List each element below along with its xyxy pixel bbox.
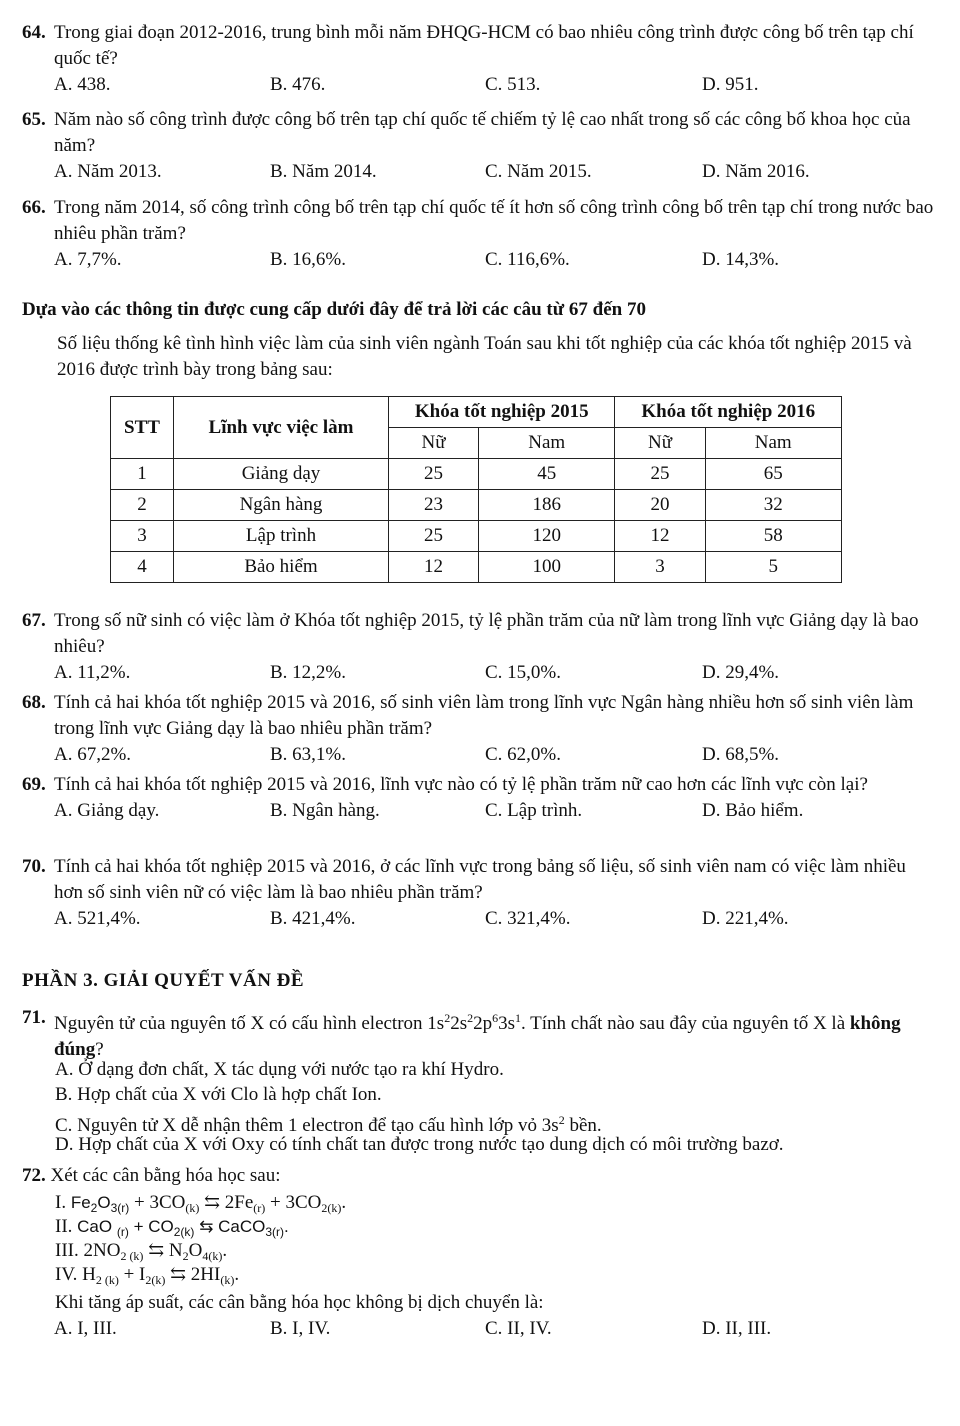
option-d[interactable]: D. 951. [702,74,759,95]
cell-male-2016: 58 [705,521,842,552]
cell-female-2015: 23 [389,490,479,521]
equation-label: II. [55,1216,73,1237]
question-71 [22,1005,937,1063]
question-number: 66. [22,197,46,218]
cell-male-2016: 65 [705,459,842,490]
cell-stt: 4 [111,552,174,583]
option-b[interactable]: B. Năm 2014. [270,161,377,182]
orbital: 2s [450,1013,468,1034]
cell-male-2015: 45 [479,459,615,490]
cell-female-2016: 3 [615,552,705,583]
equation-4: IV. $H_{2 (k)} + I_{2(k)}$ ⇆ $2HI_{(k)}$. [55,1264,240,1287]
option-d[interactable]: D. 14,3%. [702,249,780,270]
equation-3: III. $2NO_{2 (k)}$ ⇆ $N_2O_{4(k)}$. [55,1240,228,1263]
header-female-2015: Nữ [389,428,479,459]
option-d[interactable]: D. Hợp chất của X với Oxy có tính chất tan được trong nước tạo dung dịch có môi trường bazơ. [55,1134,784,1155]
header-2016: Khóa tốt nghiệp 2016 [615,397,842,428]
option-a[interactable]: A. I, III. [54,1318,117,1339]
equation-1: I. $Fe_2O_{3(r)} + 3CO_{(k)}$ ⇆ $2Fe_{(r)} + 3CO_{2(k)}$. [55,1192,347,1215]
equation-label: III. [55,1240,79,1261]
question-65 [22,107,937,185]
header-2015: Khóa tốt nghiệp 2015 [389,397,615,428]
table-row [111,521,842,552]
exponent: 2 [444,1011,451,1025]
question-number: 72. [22,1165,46,1186]
question-text-a: Nguyên tử của nguyên tố X có cấu hình electron 1s [54,1013,445,1034]
equation-label: I. [55,1192,67,1213]
question-text-c: ? [95,1039,104,1060]
exponent: 1 [515,1011,521,1025]
cell-female-2015: 12 [389,552,479,583]
option-d[interactable]: D. Năm 2016. [702,161,810,182]
option-a[interactable]: A. Năm 2013. [54,161,162,182]
option-c-text: C. Nguyên tử X dễ nhận thêm 1 electron để tạo cấu hình lớp vỏ 3s [55,1115,559,1136]
question-text: Tính cả hai khóa tốt nghiệp 2015 và 2016, số sinh viên làm trong lĩnh vực Ngân hàng nhiều hơn số sinh viên làm trong lĩnh vực Giảng dạy là bao nhiêu phần trăm? [54,692,914,739]
option-b[interactable]: B. Hợp chất của X với Clo là hợp chất Ion. [55,1084,382,1105]
option-b[interactable]: B. 421,4%. [270,908,356,929]
exponent: 2 [467,1011,474,1025]
option-d[interactable]: D. 29,4%. [702,662,780,683]
cell-female-2016: 20 [615,490,705,521]
option-c[interactable]: C. II, IV. [485,1318,552,1339]
orbital: 3s [498,1013,515,1034]
option-a[interactable]: A. Ở dạng đơn chất, X tác dụng với nước tạo ra khí Hydro. [55,1059,504,1080]
cell-stt: 3 [111,521,174,552]
option-d[interactable]: D. 68,5%. [702,744,780,765]
header-male-2015: Nam [479,428,615,459]
option-a[interactable]: A. 67,2%. [54,744,132,765]
question-number: 64. [22,22,46,43]
question-text: Trong năm 2014, số công trình công bố trên tạp chí quốc tế ít hơn số công trình công bố trên tạp chí trong nước bao nhiêu phần trăm? [54,197,934,244]
options [22,742,937,768]
option-d[interactable]: D. 221,4%. [702,908,789,929]
question-68 [22,690,937,768]
option-c[interactable]: C. 513. [485,74,541,95]
question-67 [22,608,937,686]
option-c[interactable]: C. Lập trình. [485,800,583,821]
cell-female-2015: 25 [389,521,479,552]
options [22,72,937,98]
question-70 [22,854,937,932]
cell-male-2016: 5 [705,552,842,583]
question-72 [22,1163,281,1189]
question-number: 69. [22,774,46,795]
orbital: 2p [473,1013,493,1034]
cell-field: Ngân hàng [174,490,389,521]
option-b[interactable]: B. 63,1%. [270,744,346,765]
exponent: 6 [492,1011,499,1025]
table-row [111,490,842,521]
part-3-heading: PHẦN 3. GIẢI QUYẾT VẤN ĐỀ [22,970,305,991]
cell-male-2016: 32 [705,490,842,521]
question-number: 70. [22,856,46,877]
question-64 [22,20,937,98]
exponent: 2 [558,1113,565,1127]
options [22,159,937,185]
options [22,798,937,824]
cell-female-2016: 25 [615,459,705,490]
header-stt: STT [111,397,174,459]
option-c[interactable]: C. 116,6%. [485,249,570,270]
option-c[interactable]: C. Năm 2015. [485,161,592,182]
cell-male-2015: 186 [479,490,615,521]
options [22,247,937,273]
question-text: Trong giai đoạn 2012-2016, trung bình mỗi năm ĐHQG-HCM có bao nhiêu công trình được công bố trên tạp chí quốc tế? [54,22,914,69]
option-b[interactable]: B. 476. [270,74,326,95]
question-number: 65. [22,109,46,130]
equation-formula: CaO $_{(r)} + CO_{2(k)}$ ⇆ CaCO$_{3(r)}$. [77,1217,289,1239]
header-male-2016: Nam [705,428,842,459]
option-a[interactable]: A. Giảng dạy. [54,800,160,821]
question-number: 67. [22,610,46,631]
question-72-options [22,1316,937,1342]
question-text: Tính cả hai khóa tốt nghiệp 2015 và 2016, lĩnh vực nào có tỷ lệ phần trăm nữ cao hơn các lĩnh vực còn lại? [54,774,868,795]
option-a[interactable]: A. 438. [54,74,111,95]
options [22,660,937,686]
question-number: 68. [22,692,46,713]
option-a[interactable]: A. 11,2%. [54,662,131,683]
header-female-2016: Nữ [615,428,705,459]
question-text: Xét các cân bằng hóa học sau: [50,1165,281,1186]
equation-label: IV. [55,1264,78,1285]
options [22,1316,937,1342]
cell-female-2016: 12 [615,521,705,552]
cell-stt: 1 [111,459,174,490]
question-text: Tính cả hai khóa tốt nghiệp 2015 và 2016, ở các lĩnh vực trong bảng số liệu, số sinh viên nam có việc làm nhiều hơn số sinh viên nữ có việc làm là bao nhiêu phần trăm? [54,856,906,903]
question-72-prompt: Khi tăng áp suất, các cân bằng hóa học không bị dịch chuyển là: [55,1292,544,1313]
equation-formula: $Fe_2O_{3(r)}$ [70,1193,130,1215]
option-c-tail: bền. [564,1115,602,1136]
option-c[interactable]: C. 62,0%. [485,744,561,765]
section-intro-text: Số liệu thống kê tình hình việc làm của sinh viên ngành Toán sau khi tốt nghiệp của các khóa tốt nghiệp 2015 và 2016 được trình bày trong bảng sau: [57,333,912,380]
option-b[interactable]: B. Ngân hàng. [270,800,380,821]
question-text: Năm nào số công trình được công bố trên tạp chí quốc tế chiếm tỷ lệ cao nhất trong số các công bố khoa học của năm? [54,109,911,156]
option-d[interactable]: D. II, III. [702,1318,772,1339]
question-text-b: . Tính chất nào sau đây của nguyên tố X là [521,1013,850,1034]
option-a[interactable]: A. 521,4%. [54,908,141,929]
employment-table [110,396,842,583]
emphasis-text: không đúng [54,1013,901,1060]
option-b[interactable]: B. 16,6%. [270,249,346,270]
option-c[interactable]: C. 321,4%. [485,908,571,929]
cell-male-2015: 120 [479,521,615,552]
question-69 [22,772,937,824]
cell-male-2015: 100 [479,552,615,583]
option-c[interactable]: C. 15,0%. [485,662,561,683]
header-field: Lĩnh vực việc làm [174,397,389,459]
table-row [111,459,842,490]
cell-stt: 2 [111,490,174,521]
cell-field: Bảo hiểm [174,552,389,583]
options [22,906,937,932]
option-b[interactable]: B. I, IV. [270,1318,331,1339]
table-row [111,552,842,583]
question-text: Trong số nữ sinh có việc làm ở Khóa tốt nghiệp 2015, tỷ lệ phần trăm của nữ làm trong lĩnh vực Giảng dạy là bao nhiêu? [54,610,919,657]
option-d[interactable]: D. Bảo hiểm. [702,800,804,821]
section-heading: Dựa vào các thông tin được cung cấp dưới đây để trả lời các câu từ 67 đến 70 [22,299,646,320]
cell-field: Giảng dạy [174,459,389,490]
option-b[interactable]: B. 12,2%. [270,662,346,683]
cell-female-2015: 25 [389,459,479,490]
question-66 [22,195,937,273]
option-a[interactable]: A. 7,7%. [54,249,122,270]
cell-field: Lập trình [174,521,389,552]
question-number: 71. [22,1007,46,1028]
